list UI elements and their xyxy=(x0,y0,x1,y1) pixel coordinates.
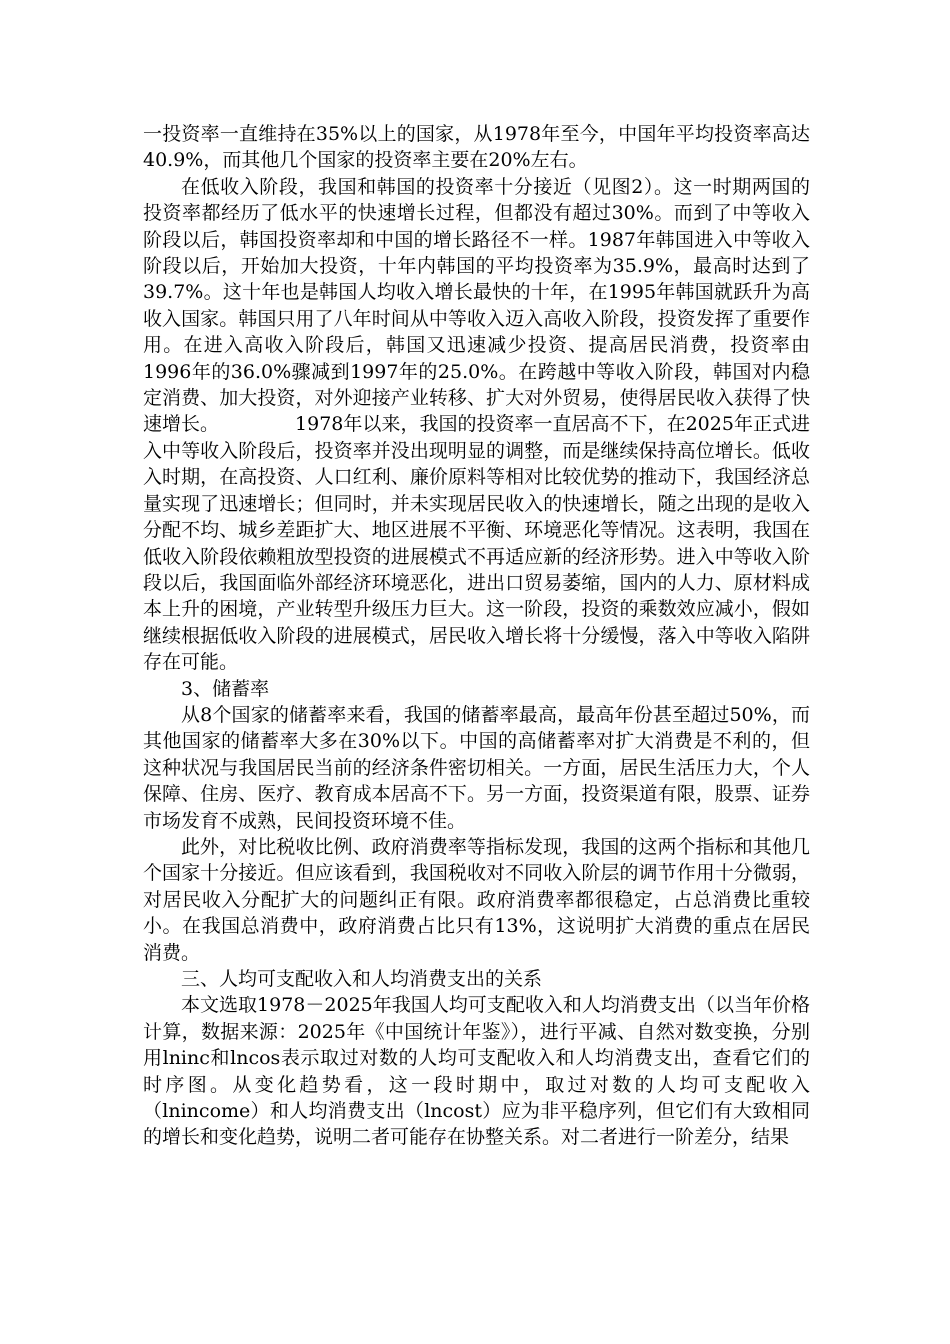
document-page xyxy=(143,121,810,1151)
section-heading-income-consumption-relation: 三、人均可支配收入和人均消费支出的关系 xyxy=(181,968,543,990)
paragraph-korea-comparison xyxy=(143,174,810,676)
paragraph-investment-rate-intro: 一投资率一直维持在35%以上的国家，从1978年至今，中国年平均投资率高达40.9%，而其他几个国家的投资率主要在20%左右。 xyxy=(143,123,810,172)
paragraph-tax-and-government-consumption: 此外，对比税收比例、政府消费率等指标发现，我国的这两个指标和其他几个国家十分接近。但应该看到，我国税收对不同收入阶层的调节作用十分微弱，对居民收入分配扩大的问题纠正有限。政府消费率都很稳定，占总消费比重较小。在我国总消费中，政府消费占比只有13%，这说明扩大消费的重点在居民消费。 xyxy=(143,835,810,964)
section-heading-savings-rate: 3、储蓄率 xyxy=(181,677,270,700)
paragraph-korea-comparison-text: 在低收入阶段，我国和韩国的投资率十分接近（见图2）。这一时期两国的投资率都经历了低水平的快速增长过程，但都没有超过30%。而到了中等收入阶段以后，韩国投资率却和中国的增长路径不一样。1987年韩国进入中等收入阶段以后，开始加大投资，十年内韩国的平均投资率为35.9%，最高时达到了39.7%。这十年也是韩国人均收入增长最快的十年，在1995年韩国就跃升为高收入国家。韩国只用了八年时间从中等收入迈入高收入阶段，投资发挥了重要作用。在进入高收入阶段后，韩国又迅速减少投资、提高居民消费，投资率由1996年的36.0%骤减到1997年的25.0%。在跨越中等收入阶段，韩国对内稳定消费、加大投资，对外迎接产业转移、扩大对外贸易，使得居民收入获得了快速增长。 xyxy=(143,175,810,436)
paragraph-savings-rate: 从8个国家的储蓄率来看，我国的储蓄率最高，最高年份甚至超过50%，而其他国家的储蓄率大多在30%以下。中国的高储蓄率对扩大消费是不利的，但这种状况与我国居民当前的经济条件密切相关。一方面，居民生活压力大，个人保障、住房、医疗、教育成本居高不下。另一方面，投资渠道有限，股票、证券市场发育不成熟，民间投资环境不佳。 xyxy=(143,703,810,832)
paragraph-data-methodology: 本文选取1978－2025年我国人均可支配收入和人均消费支出（以当年价格计算，数据来源：2025年《中国统计年鉴》），进行平减、自然对数变换，分别用lninc和lncos表示取过对数的人均可支配收入和人均消费支出，查看它们的时序图。从变化趋势看，这一段时期中，取过对数的人均可支配收入（lnincome）和人均消费支出（lncost）应为非平稳序列，但它们有大致相同的增长和变化趋势，说明二者可能存在协整关系。对二者进行一阶差分，结果 xyxy=(143,994,810,1149)
paragraph-china-investment-text: 1978年以来，我国的投资率一直居高不下，在2025年正式进入中等收入阶段后，投资率并没出现明显的调整，而是继续保持高位增长。低收入时期，在高投资、人口红利、廉价原料等相对比较优势的推动下，我国经济总量实现了迅速增长；但同时，并未实现居民收入的快速增长，随之出现的是收入分配不均、城乡差距扩大、地区进展不平衡、环境恶化等情况。这表明，我国在低收入阶段依赖粗放型投资的进展模式不再适应新的经济形势。进入中等收入阶段以后，我国面临外部经济环境恶化，进出口贸易萎缩，国内的人力、原材料成本上升的困境，产业转型升级压力巨大。这一阶段，投资的乘数效应减小，假如继续根据低收入阶段的进展模式，居民收入增长将十分缓慢，落入中等收入陷阱存在可能。 xyxy=(143,413,810,674)
